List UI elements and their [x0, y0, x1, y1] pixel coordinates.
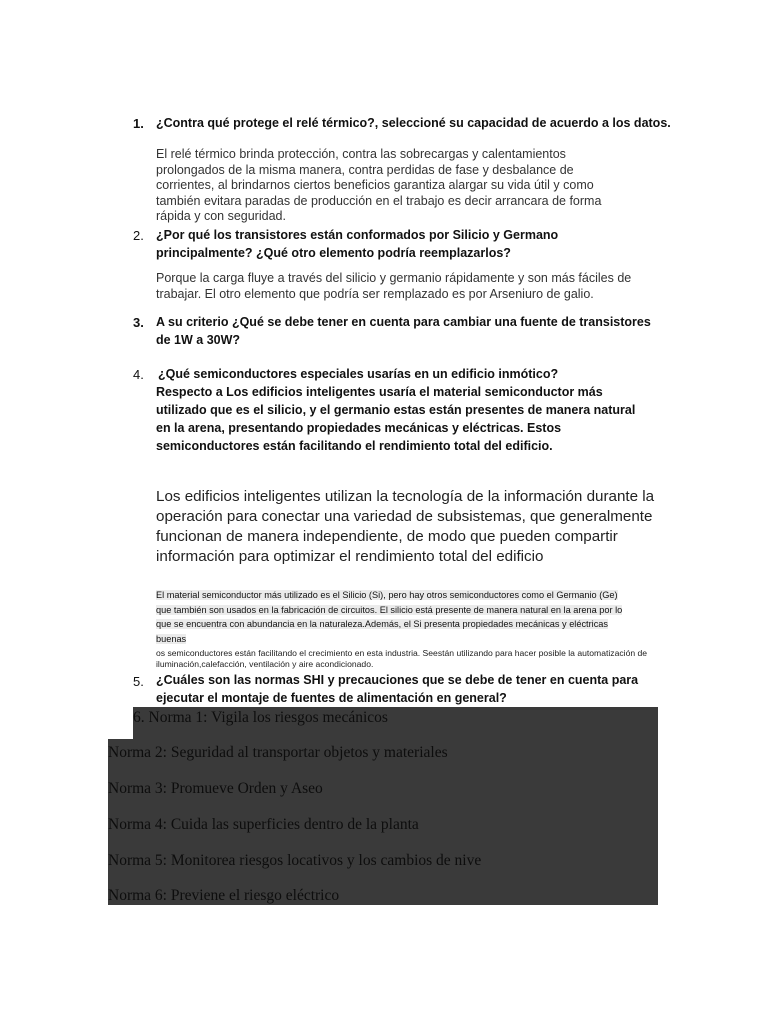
q1-answer: El relé térmico brinda protección, contra las sobrecargas y calentamientos prolongados de la misma manera, contra perdidas de fase y desbalance de corrientes, al brindarnos ciertos beneficios garantiza alargar su vida útil y como también evitara paradas de producción en el trabajo es decir arrancara de forma rápida y con seguridad.	[156, 147, 602, 224]
q3-number: 3.	[133, 315, 144, 330]
q2-answer: Porque la carga fluye a través del silicio y germanio rápidamente y son más fáciles de trabajar. El otro elemento que podría ser remplazado es por Arseniuro de galio.	[156, 271, 632, 301]
norm-3: Norma 3: Promueve Orden y Aseo	[108, 780, 323, 797]
norm-2: Norma 2: Seguridad al transportar objetos y materiales	[108, 744, 448, 761]
q1-number: 1.	[133, 116, 144, 131]
q4-paragraph: Los edificios inteligentes utilizan la tecnología de la información durante la operación para conectar una variedad de subsistemas, que generalmente funcionan de manera independiente, de modo que pueden compartir información para optimizar el rendimiento total del edificio	[156, 488, 655, 565]
q2-number: 2.	[133, 228, 144, 243]
q5-number: 5.	[133, 674, 144, 689]
q4-small-text	[156, 588, 626, 646]
norms-dark-block	[133, 707, 658, 905]
q4-question: ¿Qué semiconductores especiales usarías en un edificio inmótico?	[158, 367, 559, 381]
q3-question: A su criterio ¿Qué se debe tener en cuenta para cambiar una fuente de transistores de 1W a 30W?	[156, 315, 651, 347]
q4-small-text-content: El material semiconductor más utilizado es el Silicio (Si), pero hay otros semiconductores como el Germanio (Ge) que también son usados en la fabricación de circuitos. El silicio está presente de manera natural en la arena por lo que se encuentra con abundancia en la naturaleza.Además, el Si presenta propiedades mecánicas y eléctricas buenas	[156, 590, 623, 644]
norm-1: 6. Norma 1: Vigila los riesgos mecánicos	[133, 709, 388, 726]
q4-number: 4.	[133, 367, 144, 382]
q4-tiny-text: os semiconductores están facilitando el crecimiento en esta industria. Seestán utilizando para hacer posible la automatización de iluminación,calefacción, ventilación y aire acondicionado.	[156, 648, 648, 669]
norm-4: Norma 4: Cuida las superficies dentro de la planta	[108, 816, 419, 833]
norm-6: Norma 6: Previene el riesgo eléctrico	[108, 887, 340, 904]
q1-question: ¿Contra qué protege el relé térmico?, seleccioné su capacidad de acuerdo a los datos.	[156, 116, 671, 130]
q5-question: ¿Cuáles son las normas SHI y precauciones que se debe de tener en cuenta para ejecutar el montaje de fuentes de alimentación en general?	[156, 673, 639, 705]
norm-5: Norma 5: Monitorea riesgos locativos y los cambios de nive	[108, 852, 482, 869]
q2-question: ¿Por qué los transistores están conformados por Silicio y Germano principalmente? ¿Qué otro elemento podría reemplazarlos?	[156, 228, 559, 260]
q4-answer: Respecto a Los edificios inteligentes usaría el material semiconductor más utilizado que es el silicio, y el germanio estas están presentes de manera natural en la arena, presentando propiedades mecánicas y eléctricas. Estos semiconductores están facilitando el rendimiento total del edificio.	[156, 385, 636, 453]
